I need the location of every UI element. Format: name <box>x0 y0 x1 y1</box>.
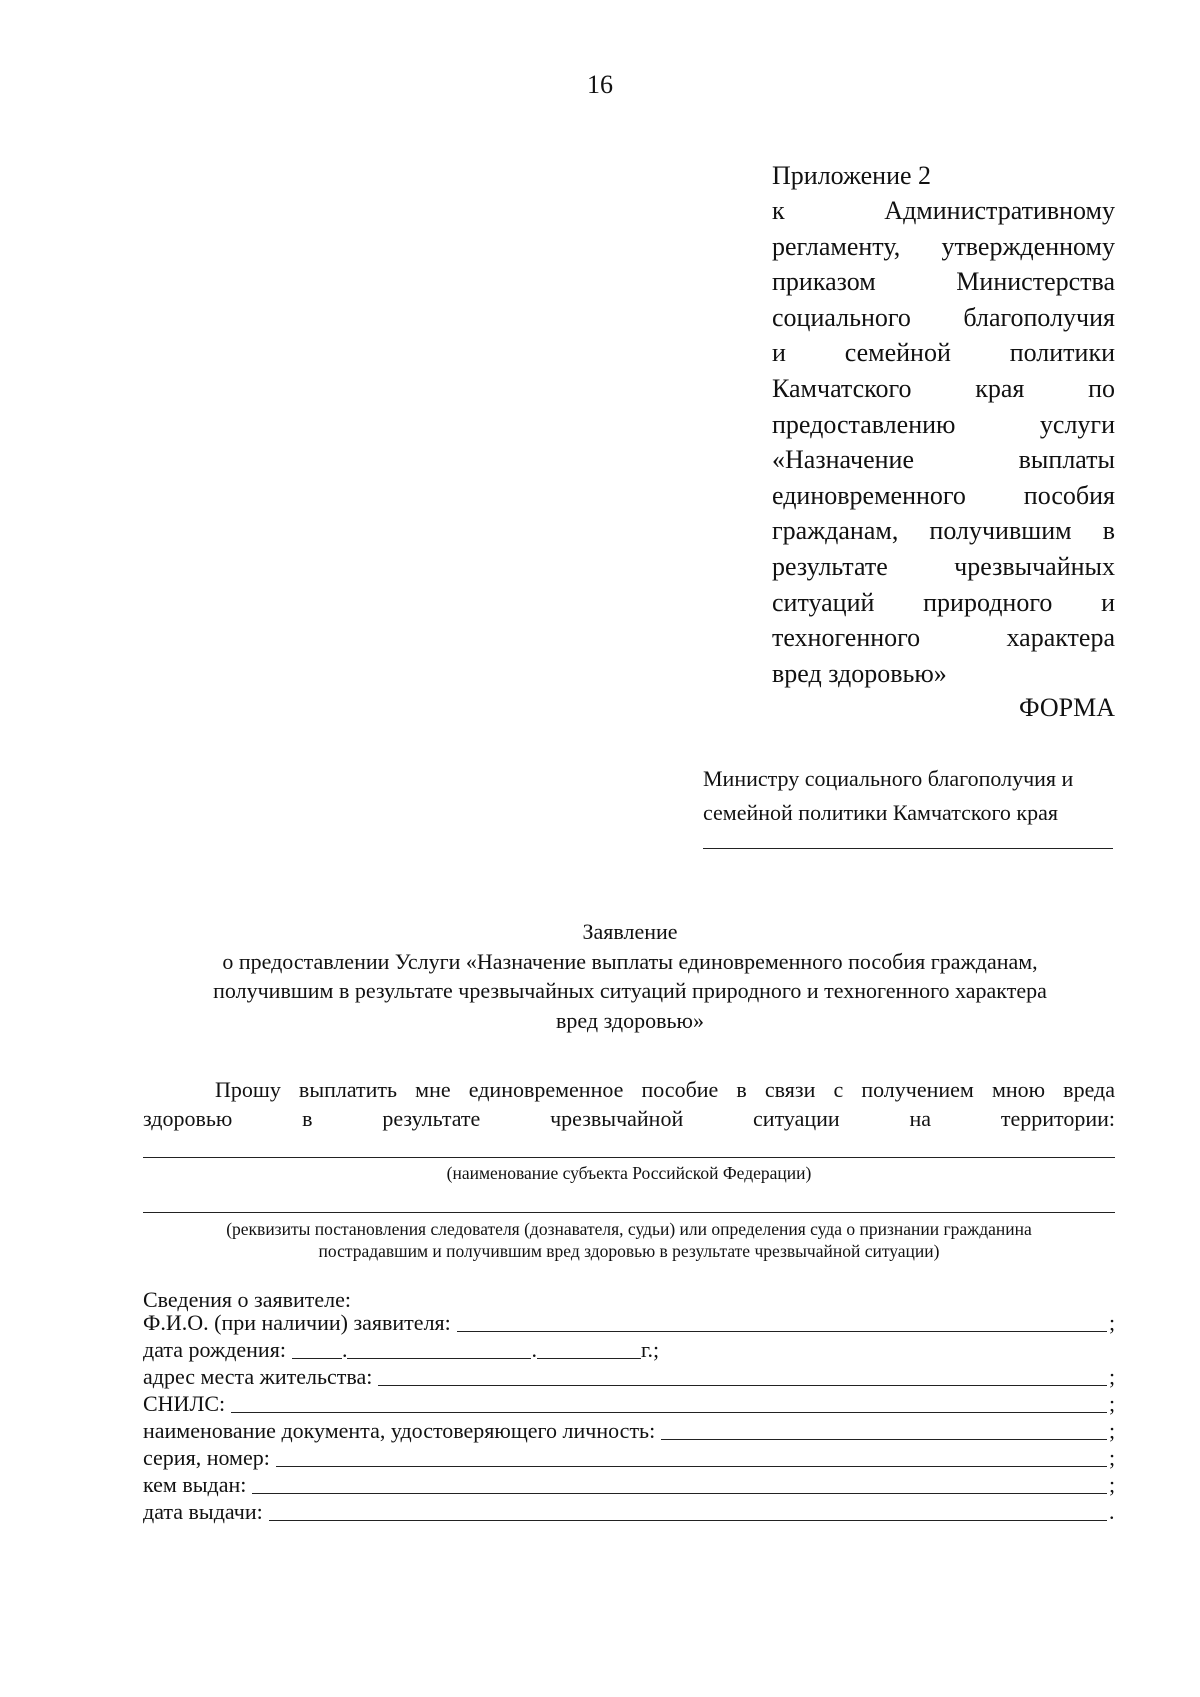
decree-caption-line1: (реквизиты постановления следователя (дознавателя, судьи) или определения суда о признании гражданина <box>226 1219 1032 1239</box>
appendix-line: социального благополучия <box>772 302 1115 332</box>
id-document-field[interactable] <box>661 1418 1107 1440</box>
id-document-label: наименование документа, удостоверяющего личность: <box>143 1418 656 1443</box>
appendix-line: Камчатского края по <box>772 373 1115 403</box>
issued-by-field[interactable] <box>252 1472 1107 1494</box>
applicant-heading: Сведения о заявителе: <box>143 1287 352 1312</box>
page-number: 16 <box>587 70 613 99</box>
appendix-line: и семейной политики <box>772 338 1115 368</box>
addressee-fill-line[interactable] <box>703 848 1113 849</box>
request-line2: здоровью в результате чрезвычайной ситуации на территории: <box>143 1106 1115 1131</box>
fio-label: Ф.И.О. (при наличии) заявителя: <box>143 1310 451 1335</box>
series-number-row <box>143 1444 1119 1471</box>
row-end-mark: ; <box>1109 1364 1116 1389</box>
statement-title: Заявление <box>582 919 678 944</box>
request-paragraph <box>143 1075 1115 1133</box>
id-document-row <box>143 1417 1119 1444</box>
decree-caption-line2: пострадавшим и получившим вред здоровью в результате чрезвычайной ситуации) <box>318 1241 940 1261</box>
issue-date-row <box>143 1498 1119 1525</box>
issued-by-row <box>143 1471 1119 1498</box>
form-label: ФОРМА <box>1019 693 1115 722</box>
appendix-line: ситуаций природного и <box>772 587 1115 617</box>
statement-line: вред здоровью» <box>556 1007 704 1033</box>
snils-label: СНИЛС: <box>143 1391 226 1416</box>
series-number-label: серия, номер: <box>143 1445 270 1470</box>
appendix-line: к Административному <box>772 196 1115 225</box>
region-caption: (наименование субъекта Российской Федерации) <box>446 1163 812 1183</box>
snils-row <box>143 1390 1119 1417</box>
appendix-title: Приложение 2 <box>772 161 932 190</box>
decree-caption <box>143 1218 1115 1262</box>
statement-line: получившим в результате чрезвычайных ситуаций природного и техногенного характера <box>213 978 1047 1003</box>
issue-date-field[interactable] <box>269 1499 1107 1521</box>
birth-month-field[interactable] <box>347 1337 531 1359</box>
statement-line: о предоставлении Услуги «Назначение выплаты единовременного пособия гражданам, <box>222 948 1038 974</box>
row-end-mark: ; <box>1109 1445 1116 1470</box>
birth-date-row <box>143 1336 1119 1363</box>
fio-field[interactable] <box>457 1310 1107 1332</box>
row-end-mark: ; <box>1109 1472 1116 1497</box>
issued-by-label: кем выдан: <box>143 1472 247 1497</box>
row-end-mark: ; <box>1109 1418 1116 1443</box>
birth-year-field[interactable] <box>537 1337 641 1359</box>
appendix-line: техногенного характера <box>772 623 1115 653</box>
address-row <box>143 1363 1119 1390</box>
appendix-line: приказом Министерства <box>772 267 1115 297</box>
appendix-line: «Назначение выплаты <box>772 445 1115 475</box>
series-number-field[interactable] <box>276 1445 1107 1467</box>
request-line1: Прошу выплатить мне единовременное пособие в связи с получением мною вреда <box>215 1077 1115 1102</box>
row-end-mark: ; <box>1109 1391 1116 1416</box>
address-field[interactable] <box>378 1364 1107 1386</box>
issue-date-label: дата выдачи: <box>143 1499 263 1524</box>
row-end-mark: ; <box>1109 1310 1116 1335</box>
birth-date-label: дата рождения: <box>143 1337 286 1362</box>
decree-fill-line[interactable] <box>143 1212 1115 1213</box>
snils-field[interactable] <box>231 1391 1107 1413</box>
date-separator: . <box>341 1337 348 1362</box>
row-end-mark: . <box>1109 1499 1115 1524</box>
fio-row <box>143 1309 1119 1336</box>
appendix-body <box>772 193 1115 691</box>
region-fill-line[interactable] <box>143 1157 1115 1158</box>
birth-day-field[interactable] <box>292 1337 342 1359</box>
date-separator: . <box>531 1337 537 1362</box>
birth-year-suffix: г.; <box>640 1337 660 1362</box>
appendix-line: регламенту, утвержденному <box>772 231 1115 261</box>
appendix-line: единовременного пособия <box>772 480 1115 510</box>
addressee-line1: Министру социального благополучия и <box>703 766 1074 791</box>
appendix-line: предоставлению услуги <box>772 409 1115 439</box>
appendix-line: гражданам, получившим в <box>772 516 1115 546</box>
address-label: адрес места жительства: <box>143 1364 373 1389</box>
addressee <box>703 762 1115 830</box>
addressee-line2: семейной политики Камчатского края <box>703 800 1058 825</box>
appendix-line: вред здоровью» <box>772 658 947 688</box>
statement-heading <box>140 917 1120 1035</box>
appendix-line: результате чрезвычайных <box>772 551 1115 581</box>
